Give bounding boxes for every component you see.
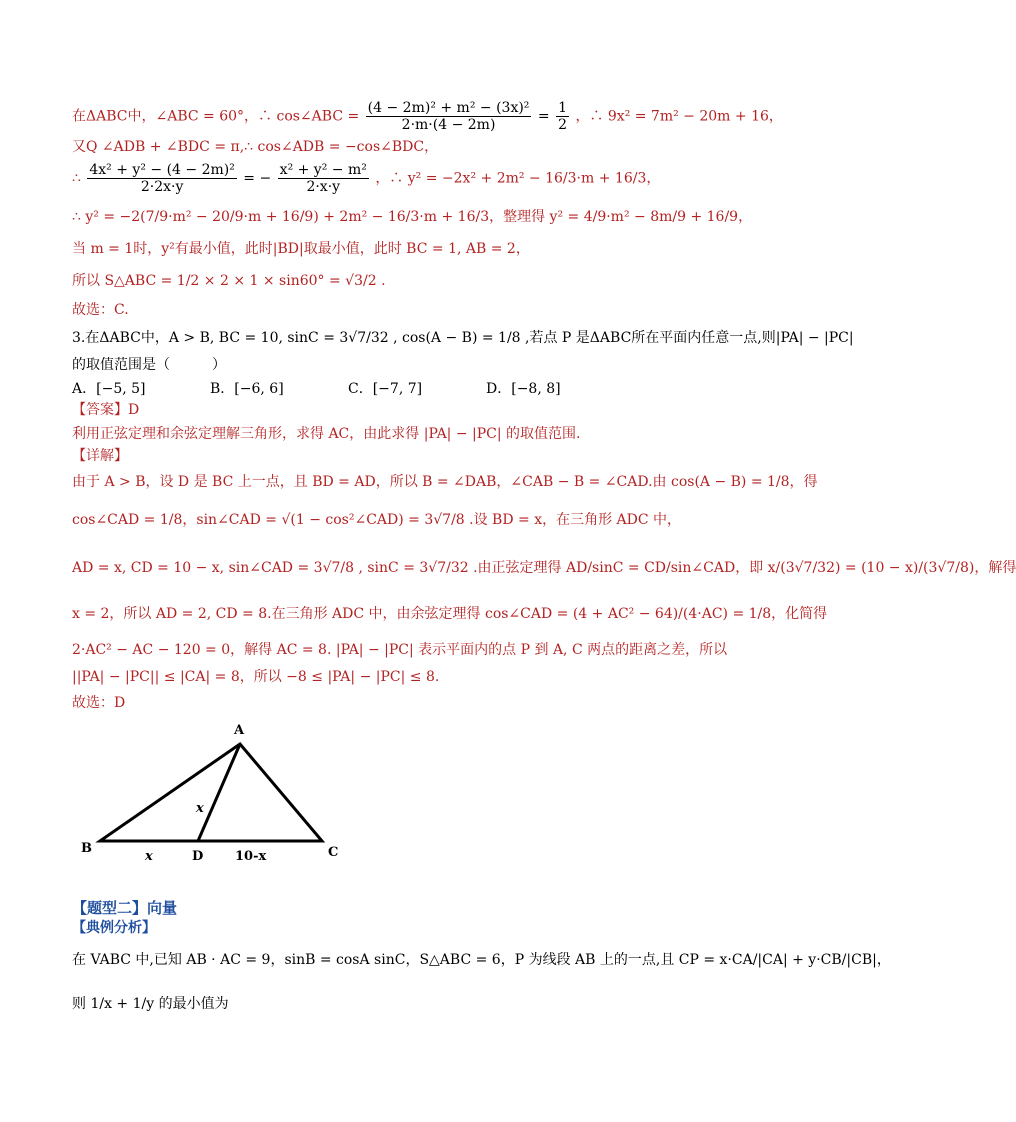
option-value: [−7, 7] <box>372 381 423 397</box>
example-problem-line-2: 则 1/x + 1/y 的最小值为 <box>72 996 229 1012</box>
detail-line-5: 2·AC² − AC − 120 = 0，解得 AC = 8. |PA| − |PC| 表示平面内的点 P 到 A, C 两点的距离之差，所以 <box>72 642 728 658</box>
option-letter: B． <box>210 381 235 397</box>
section-heading: 【题型二】向量 <box>72 899 178 917</box>
option-b <box>210 378 284 398</box>
triangle-abc <box>100 744 322 841</box>
option-value: [−5, 5] <box>96 381 146 397</box>
point-label-d: D <box>192 849 204 864</box>
denominator: 2 <box>558 117 567 133</box>
text-segment: = − <box>243 170 272 187</box>
text-segment: = <box>537 108 550 125</box>
answer-choice-line: 故选：C. <box>72 302 129 318</box>
solution-line-2: 又Q ∠ADB + ∠BDC = π,∴ cos∠ADB = −cos∠BDC， <box>72 139 439 155</box>
example-problem-line-1: 在 VABC 中,已知 AB · AC = 9，sinB = cosA sinC，S△ABC = 6，P 为线段 AB 上的一点,且 CP = x·CA/|CA| + y·CB/|CB|， <box>72 952 891 968</box>
side-label-ad: x <box>196 801 204 816</box>
solution-line-3 <box>72 162 660 195</box>
detail-line-3: AD = x, CD = 10 − x, sin∠CAD = 3√7/8 , sinC = 3√7/32 .由正弦定理得 AD/sinC = CD/sin∠CAD，即 x/(3√7/32) = (10 − x)/(3√7/8)，解得 <box>72 560 1016 576</box>
numerator: x² + y² − m² <box>279 162 367 178</box>
fraction <box>556 100 569 133</box>
text-segment: ，∴ y² = −2x² + 2m² − 16/3·m + 16/3， <box>375 170 661 187</box>
option-c <box>348 378 422 398</box>
detail-line-2: cos∠CAD = 1/8，sin∠CAD = √(1 − cos²∠CAD) = 3√7/8 .设 BD = x，在三角形 ADC 中， <box>72 512 682 528</box>
question-3-stem: 3.在ΔABC中，A > B, BC = 10, sinC = 3√7/32 , cos(A − B) = 1/8 ,若点 P 是ΔABC所在平面内任意一点,则|PA| − |PC| <box>72 330 854 346</box>
solution-line-1 <box>72 100 783 133</box>
triangle-figure <box>72 718 362 868</box>
denominator: 2·2x·y <box>140 179 184 195</box>
option-letter: A． <box>72 381 97 397</box>
numerator: (4 − 2m)² + m² − (3x)² <box>367 100 530 116</box>
solution-line-5: 当 m = 1时，y²有最小值，此时|BD|取最小值，此时 BC = 1, AB = 2， <box>72 241 530 257</box>
numerator: 1 <box>558 100 567 116</box>
solution-line-6: 所以 S△ABC = 1/2 × 2 × 1 × sin60° = √3/2 . <box>72 273 386 289</box>
vertex-label-c: C <box>328 845 339 860</box>
option-a <box>72 378 146 398</box>
text-segment: ∴ <box>72 170 81 187</box>
question-3-stem-cont: 的取值范围是（ ） <box>72 357 226 373</box>
text-segment: 在ΔABC中，∠ABC = 60°，∴ cos∠ABC = <box>72 108 360 125</box>
section-subheading: 【典例分析】 <box>72 920 156 936</box>
detail-line-6: ||PA| − |PC|| ≤ |CA| = 8，所以 −8 ≤ |PA| − |PC| ≤ 8. <box>72 669 440 685</box>
fraction <box>366 100 532 133</box>
option-value: [−8, 8] <box>511 381 561 397</box>
analysis-hint: 利用正弦定理和余弦定理解三角形，求得 AC，由此求得 |PA| − |PC| 的取值范围. <box>72 426 581 442</box>
detail-heading: 【详解】 <box>72 448 128 464</box>
option-letter: D． <box>486 381 512 397</box>
option-value: [−6, 6] <box>234 381 284 397</box>
side-label-dc: 10-x <box>235 849 267 864</box>
fraction <box>87 162 236 195</box>
detail-conclusion: 故选：D <box>72 695 126 711</box>
text-segment: ，∴ 9x² = 7m² − 20m + 16， <box>575 108 783 125</box>
option-letter: C． <box>348 381 373 397</box>
side-label-bd: x <box>145 849 153 864</box>
detail-line-1: 由于 A > B，设 D 是 BC 上一点，且 BD = AD，所以 B = ∠DAB，∠CAB − B = ∠CAD.由 cos(A − B) = 1/8，得 <box>72 474 818 490</box>
detail-line-4: x = 2，所以 AD = 2, CD = 8.在三角形 ADC 中，由余弦定理得 cos∠CAD = (4 + AC² − 64)/(4·AC) = 1/8，化简得 <box>72 606 828 622</box>
option-d <box>486 378 561 398</box>
numerator: 4x² + y² − (4 − 2m)² <box>89 162 235 178</box>
answer-label: 【答案】D <box>72 402 140 418</box>
denominator: 2·m·(4 − 2m) <box>401 117 496 133</box>
fraction <box>278 162 369 195</box>
vertex-label-b: B <box>81 841 92 856</box>
denominator: 2·x·y <box>306 179 341 195</box>
solution-line-4: ∴ y² = −2(7/9·m² − 20/9·m + 16/9) + 2m² − 16/3·m + 16/3，整理得 y² = 4/9·m² − 8m/9 + 16/9， <box>72 209 753 225</box>
vertex-label-a: A <box>234 723 245 738</box>
